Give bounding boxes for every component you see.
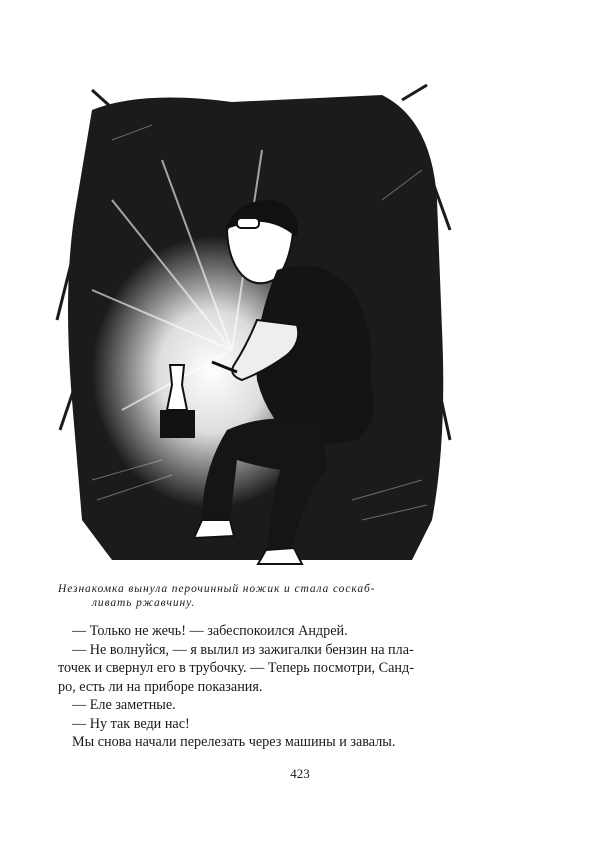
illustration-caption (58, 582, 453, 610)
paragraph-2-line-2: точек и свернул его в трубочку. — Теперь посмотри, Санд- (58, 660, 414, 676)
paragraph-4: — Ну так веди нас! (72, 715, 190, 732)
paragraph-2-line-1: — Не волнуйся, — я вылил из зажигалки бензин на пла- (72, 641, 414, 658)
caption-line-1: Незнакомка вынула перочинный ножик и стала соскаб- (58, 583, 376, 595)
paragraph-5: Мы снова начали перелезать через машины и завалы. (72, 734, 396, 750)
paragraph-3: — Еле заметные. (72, 697, 176, 713)
illustration (52, 80, 452, 578)
caption-line-2: ливать ржавчину. (92, 597, 196, 609)
paragraph-2-line-3: ро, есть ли на приборе показания. (58, 678, 263, 695)
body-text (58, 622, 463, 752)
page-number: 423 (290, 766, 310, 781)
paragraph-1: — Только не жечь! — забеспокоился Андрей. (72, 623, 348, 639)
ink-drawing (52, 80, 452, 578)
